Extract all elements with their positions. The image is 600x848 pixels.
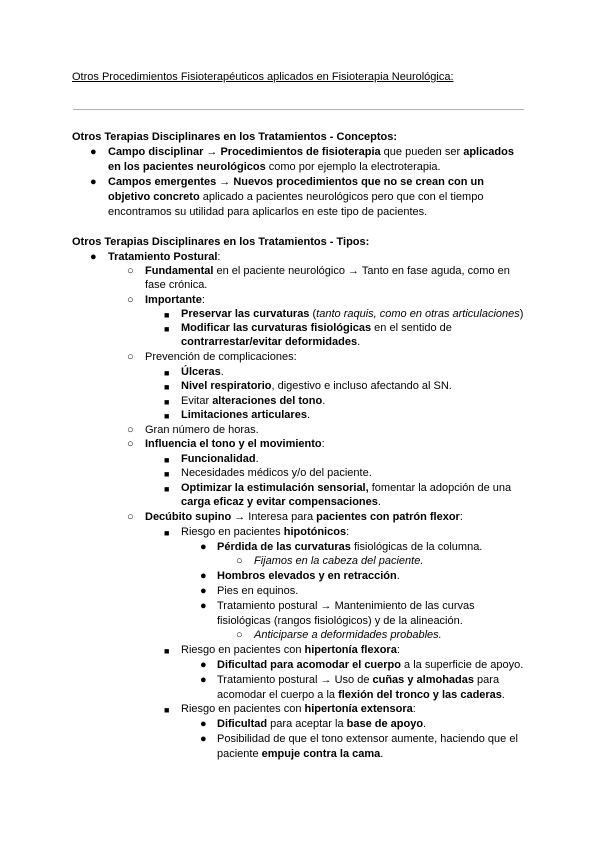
circle-bullet: ○	[236, 629, 243, 641]
disc-bullet: ●	[200, 585, 207, 597]
disc-bullet: ●	[200, 570, 207, 582]
list-item-dificultad-base: Dificultad para aceptar la base de apoyo.	[217, 718, 427, 730]
list-item-perdida: Pérdida de las curvaturas fisiológicas de la columna.	[217, 541, 483, 553]
list-item-influencia: Influencia el tono y el movimiento:	[145, 438, 325, 450]
circle-bullet: ○	[127, 424, 134, 436]
square-bullet: ■	[164, 484, 170, 494]
circle-bullet: ○	[236, 555, 243, 567]
list-item-pies: Pies en equinos.	[217, 585, 299, 597]
list-item-optimizar: Optimizar la estimulación sensorial, fomentar la adopción de una	[181, 482, 512, 494]
disc-bullet: ●	[90, 251, 97, 263]
list-item-campos-emergentes-cont2: encontramos su utilidad para aplicarlos en este tipo de pacientes.	[108, 206, 428, 218]
list-item-ulceras: Úlceras.	[181, 366, 224, 378]
list-item-funcionalidad: Funcionalidad.	[181, 453, 259, 465]
square-bullet: ■	[164, 411, 170, 421]
circle-bullet: ○	[127, 351, 134, 363]
list-item-fijamos: Fijamos en la cabeza del paciente.	[254, 555, 424, 567]
list-item-evitar: Evitar alteraciones del tono.	[181, 395, 326, 407]
list-item-decubito-supino: Decúbito supino → Interesa para pacientes con patrón flexor:	[145, 511, 463, 523]
disc-bullet: ●	[200, 674, 207, 686]
disc-bullet: ●	[200, 718, 207, 730]
list-item-fundamental-cont: fase crónica.	[145, 279, 208, 291]
list-item-limitaciones: Limitaciones articulares.	[181, 409, 311, 421]
list-item-anticiparse: Anticiparse a deformidades probables.	[254, 629, 442, 641]
disc-bullet: ●	[90, 176, 97, 188]
horizontal-rule	[73, 109, 524, 110]
disc-bullet: ●	[90, 146, 97, 158]
list-item-riesgo-flexora: Riesgo en pacientes con hipertonía flexora:	[181, 644, 400, 656]
circle-bullet: ○	[127, 265, 134, 277]
list-item-tratamiento-1-cont: fisiológicas (rangos fisiológicos) y de la alineación.	[217, 615, 463, 627]
list-item-preservar: Preservar las curvaturas (tanto raquis, como en otras articulaciones)	[181, 308, 524, 320]
square-bullet: ■	[164, 455, 170, 465]
list-item-dificultad-acomodar: Dificultad para acomodar el cuerpo a la superficie de apoyo.	[217, 659, 524, 671]
section-heading-conceptos: Otros Terapias Disciplinares en los Tratamientos - Conceptos:	[72, 131, 397, 143]
list-item-tratamiento-2-cont: acomodar el cuerpo a la flexión del tronco y las caderas.	[217, 689, 505, 701]
square-bullet: ■	[164, 310, 170, 320]
list-item-campos-emergentes: Campos emergentes → Nuevos procedimientos que no se crean con un	[108, 176, 484, 188]
square-bullet: ■	[164, 705, 170, 715]
list-item-modificar-cont: contrarrestar/evitar deformidades.	[181, 336, 361, 348]
list-item-riesgo-hipotonicos: Riesgo en pacientes hipotónicos:	[181, 526, 350, 538]
disc-bullet: ●	[200, 541, 207, 553]
list-item-prevencion: Prevención de complicaciones:	[145, 351, 297, 363]
square-bullet: ■	[164, 368, 170, 378]
list-item-tratamiento-2: Tratamiento postural → Uso de cuñas y almohadas para	[217, 674, 500, 686]
list-item-fundamental: Fundamental en el paciente neurológico → Tanto en fase aguda, como en	[145, 265, 510, 277]
list-item-posibilidad: Posibilidad de que el tono extensor aumente, haciendo que el	[217, 733, 518, 745]
list-item-campo-disciplinar-cont: en los pacientes neurológicos como por ejemplo la electroterapia.	[108, 161, 441, 173]
circle-bullet: ○	[127, 438, 134, 450]
square-bullet: ■	[164, 528, 170, 538]
list-item-importante: Importante:	[145, 294, 205, 306]
square-bullet: ■	[164, 324, 170, 334]
disc-bullet: ●	[200, 659, 207, 671]
list-item-gran-numero: Gran número de horas.	[145, 424, 259, 436]
list-item-modificar: Modificar las curvaturas fisiológicas en el sentido de	[181, 322, 452, 334]
circle-bullet: ○	[127, 294, 134, 306]
list-item-campos-emergentes-cont: objetivo concreto aplicado a pacientes neurológicos pero que con el tiempo	[108, 191, 484, 203]
square-bullet: ■	[164, 382, 170, 392]
list-item-optimizar-cont: carga eficaz y evitar compensaciones.	[181, 496, 381, 508]
list-item-posibilidad-cont: paciente empuje contra la cama.	[217, 748, 384, 760]
list-item-nivel-respiratorio: Nivel respiratorio, digestivo e incluso afectando al SN.	[181, 380, 452, 392]
list-item-riesgo-extensora: Riesgo en pacientes con hipertonía extensora:	[181, 703, 416, 715]
square-bullet: ■	[164, 646, 170, 656]
square-bullet: ■	[164, 469, 170, 479]
disc-bullet: ●	[200, 733, 207, 745]
list-item-campo-disciplinar: Campo disciplinar → Procedimientos de fisioterapia que pueden ser aplicados	[108, 146, 514, 158]
circle-bullet: ○	[127, 511, 134, 523]
list-item-necesidades: Necesidades médicos y/o del paciente.	[181, 467, 372, 479]
document-title: Otros Procedimientos Fisioterapéuticos aplicados en Fisioterapia Neurológica:	[72, 71, 454, 83]
list-item-tratamiento-1: Tratamiento postural → Mantenimiento de las curvas	[217, 600, 475, 612]
list-item-hombros: Hombros elevados y en retracción.	[217, 570, 400, 582]
square-bullet: ■	[164, 397, 170, 407]
list-item-tratamiento-postural: Tratamiento Postural:	[108, 251, 221, 263]
disc-bullet: ●	[200, 600, 207, 612]
section-heading-tipos: Otros Terapias Disciplinares en los Tratamientos - Tipos:	[72, 236, 370, 248]
